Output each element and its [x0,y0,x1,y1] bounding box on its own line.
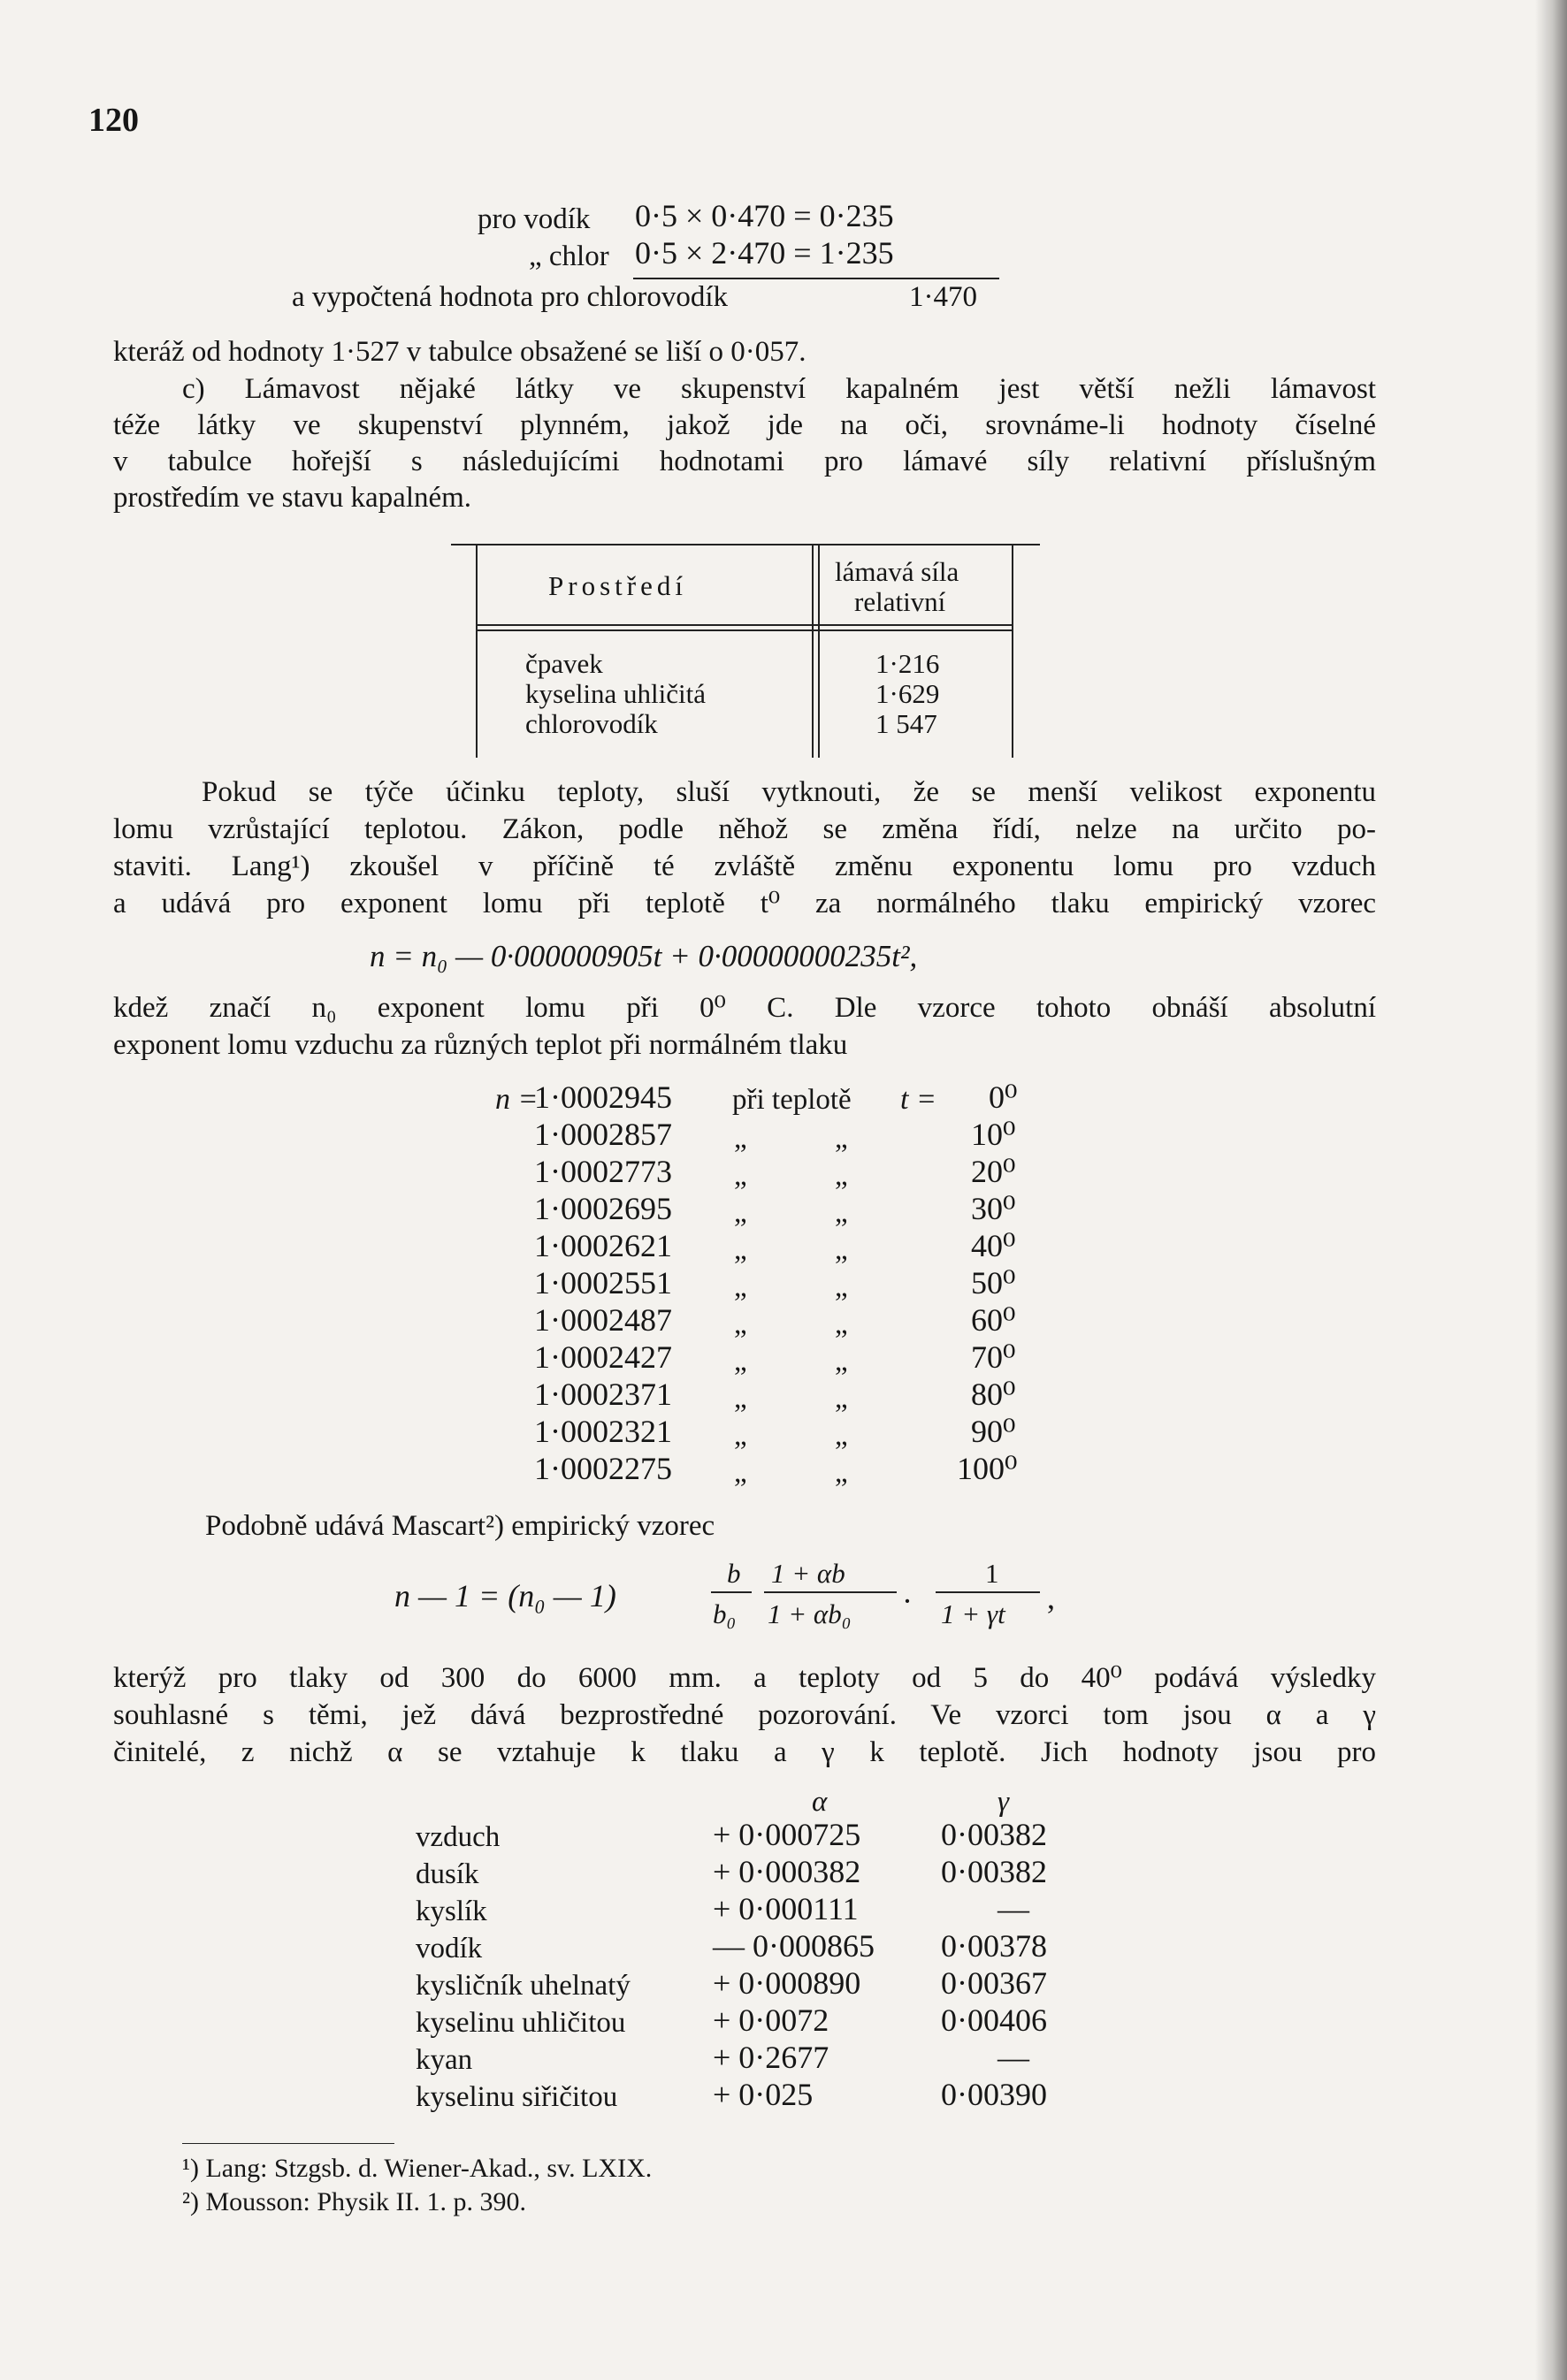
footnote-2: ²) Mousson: Physik II. 1. p. 390. [182,2187,527,2216]
table3-name-4: vodík [416,1933,483,1964]
mascart-f2-den: 1 + αb₀ [768,1598,852,1629]
mascart-comma: , [1047,1580,1055,1615]
calc-result: 1·470 [909,281,977,313]
table3-alpha-6: + 0·0072 [713,2002,829,2038]
table2-ditto-b-11: „ [835,1457,848,1489]
mascart-f1-num: b [727,1558,741,1589]
table2-label-at: při teplotě [732,1084,852,1116]
table2-n-prefix: n = [495,1083,539,1116]
table2-t-2: 10⁰ [971,1117,1016,1152]
para-where-line-1: kdež značí n₀ exponent lomu při 0⁰ C. Dle vzorce tohoto obnáší absolutní [113,992,1376,1024]
table3-alpha-8: + 0·025 [713,2077,814,2112]
mascart-f3-den: 1 + γt [941,1598,1005,1629]
table2-n-10: 1·0002321 [534,1414,672,1449]
table1-header-rule-b [476,629,1013,631]
table3-alpha-7: + 0·2677 [713,2040,829,2075]
table2-ditto-b-2: „ [835,1123,848,1155]
table3-gamma-8: 0·00390 [941,2077,1047,2112]
table2-ditto-a-2: „ [734,1123,747,1155]
calc-label-3: a vypočtená hodnota pro chlorovodík [292,281,729,313]
table2-ditto-b-7: „ [835,1308,848,1340]
table2-n-9: 1·0002371 [534,1377,672,1412]
para-difference: kteráž od hodnoty 1·527 v tabulce obsažené se liší o 0·057. [113,336,806,368]
table2-n-2: 1·0002857 [534,1117,672,1152]
para-results-line-1: kterýž pro tlaky od 300 do 6000 mm. a teploty od 5 do 40⁰ podává výsledky [113,1662,1376,1694]
para-temp-line-4: a udává pro exponent lomu při teplotě t⁰ za normálného tlaku empirický vzorec [113,888,1376,919]
table2-ditto-b-4: „ [835,1197,848,1229]
table2-n-8: 1·0002427 [534,1339,672,1375]
table3-gamma-6: 0·00406 [941,2002,1047,2038]
table1-medium-3: chlorovodík [525,708,658,739]
table3-gamma-7: — [998,2040,1029,2075]
page-edge-shadow [1535,0,1567,2380]
footnote-1: ¹) Lang: Stzgsb. d. Wiener-Akad., sv. LXIX. [182,2154,653,2183]
table3-name-3: kyslík [416,1896,487,1927]
para-c-line-2: téže látky ve skupenství plynném, jakož jde na oči, srovnáme-li hodnoty číselné [113,409,1376,441]
formula-lang: n = n₀ — 0·000000905t + 0·00000000235t², [370,939,918,973]
para-c-line-3: v tabulce hořejší s následujícími hodnotami pro lámavé síly relativní příslušným [113,446,1376,477]
table2-t-4: 30⁰ [971,1191,1016,1226]
para-temp-line-3: staviti. Lang¹) zkoušel v příčině té zvláště změnu exponentu lomu pro vzduch [113,851,1376,882]
table3-name-5: kysličník uhelnatý [416,1970,631,2002]
table2-ditto-b-3: „ [835,1160,848,1192]
mascart-f2-num: 1 + αb [771,1558,845,1589]
table3-header-alpha: α [812,1786,828,1818]
table2-ditto-a-11: „ [734,1457,747,1489]
table2-t-9: 80⁰ [971,1377,1016,1412]
table2-ditto-a-8: „ [734,1346,747,1377]
mascart-f1-bar [711,1591,752,1593]
table1-top-rule [451,544,1040,545]
table2-ditto-a-5: „ [734,1234,747,1266]
mascart-f3-num: 1 [985,1558,999,1589]
table2-ditto-a-10: „ [734,1420,747,1452]
table3-alpha-1: + 0·000725 [713,1817,861,1852]
table2-ditto-a-3: „ [734,1160,747,1192]
table2-ditto-a-7: „ [734,1308,747,1340]
table3-alpha-3: + 0·000111 [713,1891,859,1926]
table3-gamma-2: 0·00382 [941,1854,1047,1889]
table1-left-rule [476,545,478,758]
para-c-line-4: prostředím ve stavu kapalném. [113,482,472,514]
table2-ditto-a-4: „ [734,1197,747,1229]
table2-ditto-b-10: „ [835,1420,848,1452]
para-temp-line-1: Pokud se týče účinku teploty, sluší vytknouti, že se menší velikost exponentu [202,776,1376,808]
table1-medium-2: kyselina uhličitá [525,678,707,709]
table2-n-11: 1·0002275 [534,1451,672,1486]
table2-n-6: 1·0002551 [534,1265,672,1301]
mascart-f2-bar [764,1591,897,1593]
mascart-f3-bar [936,1591,1040,1593]
calc-label-1: pro vodík [478,203,591,235]
table3-gamma-5: 0·00367 [941,1965,1047,2001]
table3-alpha-4: — 0·000865 [713,1928,875,1964]
footnote-rule [182,2143,394,2144]
table3-name-7: kyan [416,2044,473,2076]
table2-ditto-a-6: „ [734,1271,747,1303]
table1-value-1: 1·216 [875,648,940,679]
table3-gamma-1: 0·00382 [941,1817,1047,1852]
table2-t-8: 70⁰ [971,1339,1016,1375]
table1-header-force-1: lámavá síla [835,556,959,587]
mascart-dot: · [902,1583,913,1619]
table2-t-1: 0⁰ [989,1079,1018,1115]
mascart-lhs: n — 1 = (n₀ — 1) [394,1578,616,1613]
table2-n-4: 1·0002695 [534,1191,672,1226]
table2-label-t: t = [900,1083,936,1116]
table1-mid-rule-a [812,545,814,758]
table2-t-6: 50⁰ [971,1265,1016,1301]
page-number: 120 [88,102,139,139]
table3-name-6: kyselinu uhličitou [416,2007,626,2039]
table3-gamma-3: — [998,1891,1029,1926]
calc-expr-1: 0·5 × 0·470 = 0·235 [635,198,894,233]
table1-header-rule-a [476,624,1013,626]
table2-t-10: 90⁰ [971,1414,1016,1449]
table2-ditto-a-9: „ [734,1383,747,1415]
table2-n-3: 1·0002773 [534,1154,672,1189]
para-results-line-3: činitelé, z nichž α se vztahuje k tlaku a γ k teplotě. Jich hodnoty jsou pro [113,1736,1376,1768]
table2-n-5: 1·0002621 [534,1228,672,1263]
table3-name-2: dusík [416,1858,479,1890]
table3-alpha-2: + 0·000382 [713,1854,861,1889]
table2-n-1: 1·0002945 [534,1079,672,1115]
table1-medium-1: čpavek [525,648,603,679]
table2-ditto-b-8: „ [835,1346,848,1377]
para-where-line-2: exponent lomu vzduchu za různých teplot při normálném tlaku [113,1029,848,1061]
calc-label-2: „ chlor [529,240,609,272]
table2-t-7: 60⁰ [971,1302,1016,1338]
table2-ditto-b-5: „ [835,1234,848,1266]
para-results-line-2: souhlasné s těmi, jež dává bezprostředné pozorování. Ve vzorci tom jsou α a γ [113,1699,1376,1731]
table1-value-3: 1 547 [875,708,937,739]
table2-ditto-b-9: „ [835,1383,848,1415]
para-mascart: Podobně udává Mascart²) empirický vzorec [205,1510,715,1542]
table3-gamma-4: 0·00378 [941,1928,1047,1964]
calc-expr-2: 0·5 × 2·470 = 1·235 [635,235,894,271]
para-temp-line-2: lomu vzrůstající teplotou. Zákon, podle něhož se změna řídí, nelze na určito po- [113,813,1376,845]
mascart-f1-den: b₀ [713,1598,737,1629]
table3-alpha-5: + 0·000890 [713,1965,861,2001]
table2-t-11: 100⁰ [957,1451,1018,1486]
table1-header-force-2: relativní [854,586,946,617]
table3-header-gamma: γ [998,1786,1010,1818]
table1-right-rule [1012,545,1013,758]
table3-name-1: vzduch [416,1821,501,1853]
table1-value-2: 1·629 [875,678,940,709]
table1-header-medium: Prostředí [548,570,687,601]
table3-name-8: kyselinu siřičitou [416,2081,618,2113]
para-c-line-1: c) Lámavost nějaké látky ve skupenství kapalném jest větší nežli lámavost [182,373,1376,405]
table2-t-5: 40⁰ [971,1228,1016,1263]
table2-t-3: 20⁰ [971,1154,1016,1189]
table2-ditto-b-6: „ [835,1271,848,1303]
table2-n-7: 1·0002487 [534,1302,672,1338]
table1-mid-rule-b [818,545,820,758]
